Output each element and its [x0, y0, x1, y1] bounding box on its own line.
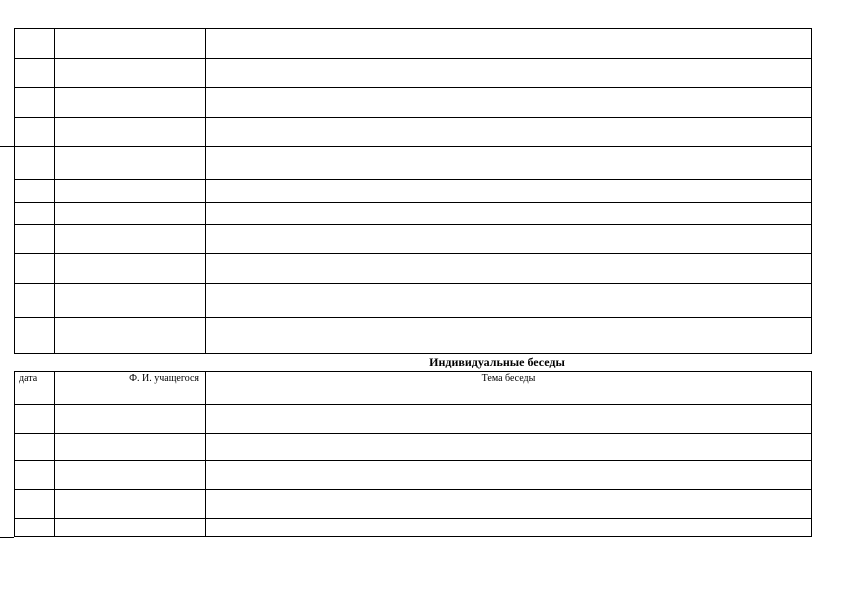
date-cell [15, 180, 55, 203]
topic-cell [206, 29, 812, 59]
left-margin-tick-bottom [0, 537, 14, 538]
table-row [15, 461, 812, 490]
student-name-cell [55, 147, 206, 180]
date-cell [15, 490, 55, 519]
topic-cell [206, 519, 812, 537]
column-header-student-name: Ф. И. учащегося [55, 372, 206, 405]
student-name-cell [55, 519, 206, 537]
date-cell [15, 284, 55, 318]
column-header-date: дата [15, 372, 55, 405]
student-name-cell [55, 88, 206, 118]
topic-cell [206, 59, 812, 88]
topic-cell [206, 318, 812, 354]
date-cell [15, 203, 55, 225]
student-name-cell [55, 203, 206, 225]
section-title: Индивидуальные беседы [429, 355, 565, 369]
date-cell [15, 254, 55, 284]
student-name-cell [55, 434, 206, 461]
column-header-topic: Тема беседы [206, 372, 812, 405]
student-name-cell [55, 490, 206, 519]
table-row [15, 118, 812, 147]
topic-cell [206, 284, 812, 318]
date-cell [15, 461, 55, 490]
upper-conversations-table [14, 28, 812, 354]
table-row [15, 225, 812, 254]
topic-cell [206, 254, 812, 284]
date-cell [15, 225, 55, 254]
student-name-cell [55, 225, 206, 254]
student-name-cell [55, 284, 206, 318]
student-name-cell [55, 118, 206, 147]
date-cell [15, 519, 55, 537]
date-cell [15, 405, 55, 434]
table-row [15, 59, 812, 88]
topic-cell [206, 147, 812, 180]
topic-cell [206, 88, 812, 118]
table-header-row [15, 372, 812, 405]
topic-cell [206, 180, 812, 203]
topic-cell [206, 203, 812, 225]
left-margin-tick [0, 146, 14, 147]
student-name-cell [55, 29, 206, 59]
student-name-cell [55, 180, 206, 203]
topic-cell [206, 461, 812, 490]
date-cell [15, 318, 55, 354]
date-cell [15, 88, 55, 118]
student-name-cell [55, 405, 206, 434]
student-name-cell [55, 59, 206, 88]
table-row [15, 318, 812, 354]
date-cell [15, 434, 55, 461]
table-row [15, 284, 812, 318]
table-row [15, 203, 812, 225]
topic-cell [206, 225, 812, 254]
table-row [15, 29, 812, 59]
date-cell [15, 29, 55, 59]
topic-cell [206, 490, 812, 519]
topic-cell [206, 434, 812, 461]
date-cell [15, 147, 55, 180]
table-row [15, 434, 812, 461]
table-row [15, 180, 812, 203]
table-row [15, 405, 812, 434]
table-row [15, 490, 812, 519]
table-row [15, 147, 812, 180]
table-row [15, 254, 812, 284]
date-cell [15, 118, 55, 147]
topic-cell [206, 118, 812, 147]
individual-conversations-table [14, 371, 812, 537]
topic-cell [206, 405, 812, 434]
student-name-cell [55, 461, 206, 490]
date-cell [15, 59, 55, 88]
table-row [15, 88, 812, 118]
table-row [15, 519, 812, 537]
student-name-cell [55, 254, 206, 284]
student-name-cell [55, 318, 206, 354]
